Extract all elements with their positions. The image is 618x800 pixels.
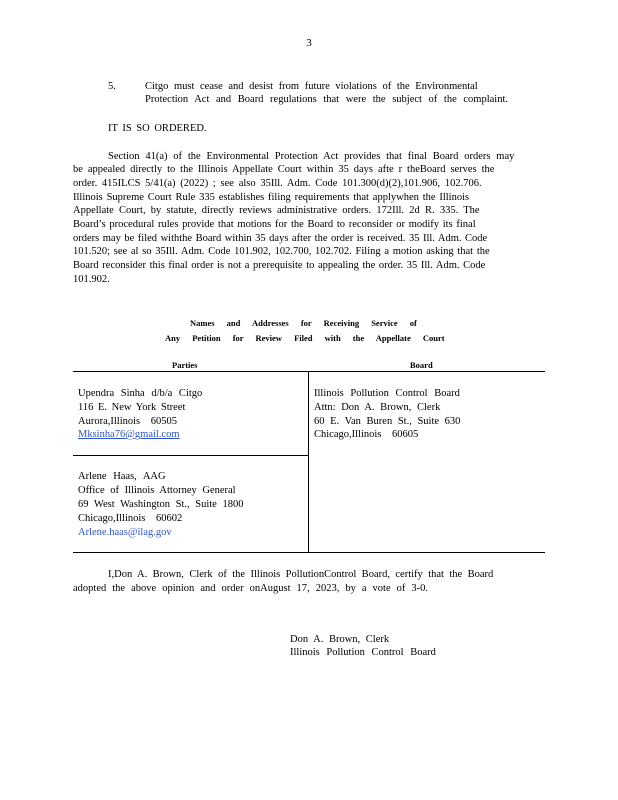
signature-org: Illinois Pollution Control Board bbox=[290, 647, 436, 658]
table-rule-middle bbox=[73, 455, 308, 456]
board-street: 60 E. Van Buren St., Suite 630 bbox=[314, 416, 461, 427]
item-text-line: Citgo must cease and desist from future violations of the Environmental bbox=[145, 81, 478, 92]
party2-name: Arlene Haas, AAG bbox=[78, 471, 166, 482]
certification-line: adopted the above opinion and order onAugust 17, 2023, by a vote of 3-0. bbox=[73, 583, 429, 594]
paragraph-line: order. 415ILCS 5/41(a) (2022) ; see also 35Ill. Adm. Code 101.300(d)(2),101.906, 102.706. bbox=[73, 178, 482, 189]
party2-email-link[interactable]: Arlene.haas@ilag.gov bbox=[78, 527, 172, 538]
paragraph-line: Board reconsider this final order is not a prerequisite to appealing the order. 35 Ill. Adm. Code bbox=[73, 260, 486, 271]
board-name: Illinois Pollution Control Board bbox=[314, 388, 460, 399]
page-number: 3 bbox=[306, 37, 312, 49]
party2-street: 69 West Washington St., Suite 1800 bbox=[78, 499, 244, 510]
so-ordered: IT IS SO ORDERED. bbox=[108, 123, 207, 134]
table-rule-bottom bbox=[73, 552, 545, 553]
party1-email-link[interactable]: Mksinha76@gmail.com bbox=[78, 429, 180, 440]
paragraph-line: 101.520; see al so 35Ill. Adm. Code 101.902, 102.700, 102.702. Filing a motion asking that the bbox=[73, 246, 490, 257]
signature-name: Don A. Brown, Clerk bbox=[290, 634, 390, 645]
party1-city: Aurora,Illinois 60505 bbox=[78, 416, 177, 427]
item-text-line: Protection Act and Board regulations that were the subject of the complaint. bbox=[145, 94, 508, 105]
paragraph-line: be appealed directly to the Illinois Appellate Court within 35 days afte r theBoard serves the bbox=[73, 164, 495, 175]
column-header-board: Board bbox=[410, 360, 433, 370]
table-title-line: Names and Addresses for Receiving Service of bbox=[190, 318, 417, 328]
paragraph-line: Appellate Court, by statute, directly reviews administrative orders. 172Ill. 2d R. 335. The bbox=[73, 205, 480, 216]
column-header-parties: Parties bbox=[172, 360, 198, 370]
certification-line: I,Don A. Brown, Clerk of the Illinois PollutionControl Board, certify that the Board bbox=[108, 569, 494, 580]
party1-name: Upendra Sinha d/b/a Citgo bbox=[78, 388, 203, 399]
paragraph-line: orders may be filed withthe Board within 35 days after the order is received. 35 Ill. Adm. Code bbox=[73, 233, 488, 244]
party2-office: Office of Illinois Attorney General bbox=[78, 485, 236, 496]
table-title-line: Any Petition for Review Filed with the Appellate Court bbox=[165, 333, 445, 343]
table-divider-vertical bbox=[308, 371, 309, 553]
paragraph-line: Board’s procedural rules provide that motions for the Board to reconsider or modify its final bbox=[73, 219, 476, 230]
table-rule-top bbox=[73, 371, 545, 372]
paragraph-line: Illinois Supreme Court Rule 335 establishes filing requirements that applywhen the Illinois bbox=[73, 192, 470, 203]
party2-city: Chicago,Illinois 60602 bbox=[78, 513, 183, 524]
party1-street: 116 E. New York Street bbox=[78, 402, 186, 413]
item-number: 5. bbox=[108, 81, 116, 92]
paragraph-line: 101.902. bbox=[73, 274, 110, 285]
paragraph-line: Section 41(a) of the Environmental Protection Act provides that final Board orders may bbox=[108, 151, 515, 162]
board-city: Chicago,Illinois 60605 bbox=[314, 429, 419, 440]
board-attn: Attn: Don A. Brown, Clerk bbox=[314, 402, 441, 413]
